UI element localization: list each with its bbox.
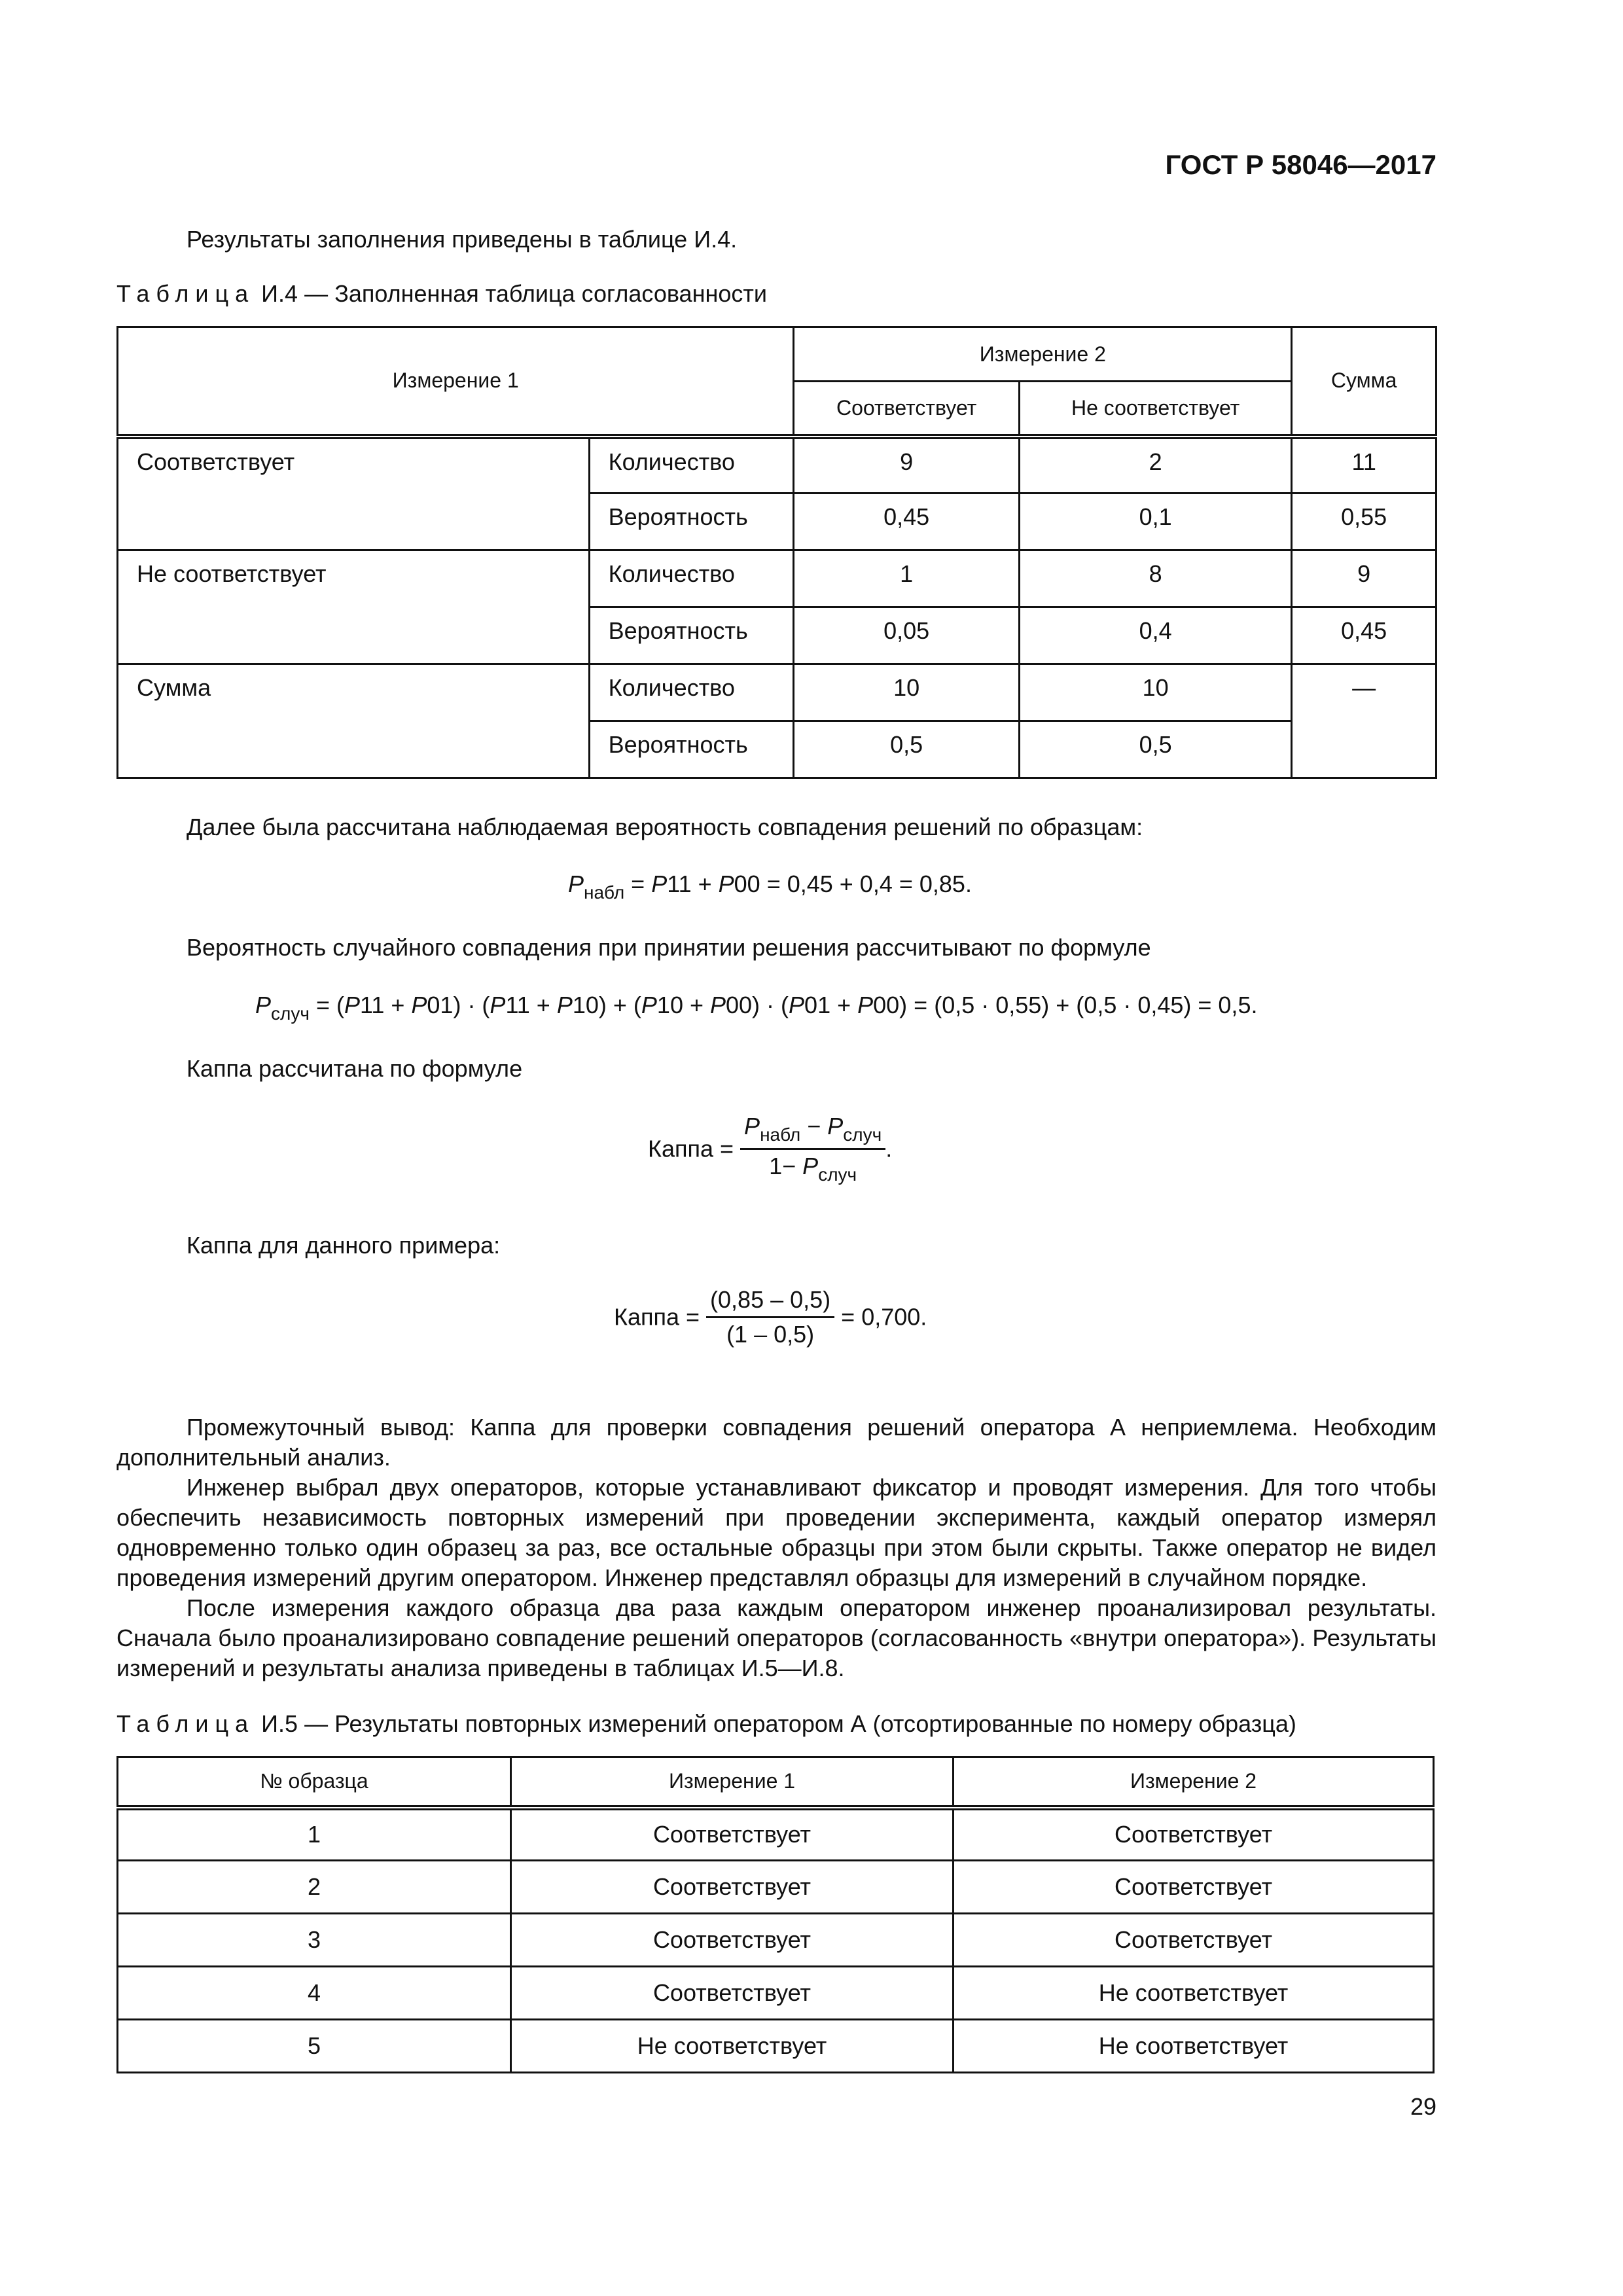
table-row [118,664,1436,721]
measure1-value: Не соответствует [510,2020,953,2073]
table-row [118,1914,1434,1967]
cell-sum: 9 [1292,550,1436,607]
cell-value: 9 [794,437,1020,493]
measure2-value: Не соответствует [954,1967,1434,2020]
header-measure1: Измерение 1 [118,327,794,437]
sample-number: 5 [118,2020,511,2073]
header-sample: № образца [118,1757,511,1808]
table-row [118,1861,1434,1914]
table4-caption-prefix: Таблица [116,280,255,307]
sample-number: 2 [118,1861,511,1914]
sample-number: 1 [118,1808,511,1861]
cell-value: 8 [1019,550,1291,607]
group-label: Соответствует [118,437,590,550]
measure2-value: Соответствует [954,1861,1434,1914]
cell-sum: — [1292,664,1436,778]
cell-value: 1 [794,550,1020,607]
paragraph-engineer: Инженер выбрал двух операторов, которые устанавливают фиксатор и проводят измерения. Для того чтобы обеспечить независимость повторных измерений при проведении эксперимента, каждый оператор измерял одновременно только один образец за раз, все остальные образцы при этом были скрыты. Также оператор не видел проведения измерений другим оператором. Инженер представлял образцы для измерений в случайном порядке. [116,1474,1436,1591]
kind-label: Вероятность [589,607,794,664]
table-row [118,1967,1434,2020]
cell-sum: 11 [1292,437,1436,493]
kind-label: Количество [589,437,794,493]
measure1-value: Соответствует [510,1967,953,2020]
table-row [118,1808,1434,1861]
measure1-value: Соответствует [510,1808,953,1861]
table5-caption-prefix: Таблица [116,1710,255,1737]
header-sum: Сумма [1292,327,1436,437]
header-measure1: Измерение 1 [510,1757,953,1808]
cell-value: 2 [1019,437,1291,493]
text-kappa-formula: Каппа рассчитана по формуле [187,1055,523,1082]
table4-caption [116,280,767,308]
formula-kappa-example: Каппа = $\frac{(0,85 - 0,5)}{(1 - 0,5)}$ = 0,700. [614,1286,927,1348]
page-number: 29 [1410,2093,1436,2120]
cell-sum: 0,55 [1292,493,1436,550]
table5-caption [116,1710,1296,1738]
table-row [118,437,1436,493]
cell-value: 0,1 [1019,493,1291,550]
kind-label: Вероятность [589,721,794,778]
cell-value: 0,05 [794,607,1020,664]
intro-text: Результаты заполнения приведены в таблице И.4. [187,226,738,253]
header-match: Соответствует [794,382,1020,437]
group-label: Сумма [118,664,590,778]
table-row [118,2020,1434,2073]
cell-value: 0,5 [794,721,1020,778]
header-nomatch: Не соответствует [1019,382,1291,437]
cell-value: 10 [1019,664,1291,721]
measure1-value: Соответствует [510,1861,953,1914]
kind-label: Количество [589,664,794,721]
group-label: Не соответствует [118,550,590,664]
cell-value: 10 [794,664,1020,721]
table-5 [116,1756,1435,2073]
table5-caption-text: И.5 — Результаты повторных измерений оператором А (отсортированные по номеру образца) [261,1710,1296,1737]
cell-value: 0,45 [794,493,1020,550]
sample-number: 3 [118,1914,511,1967]
formula-random: $P_{случ} = (P11 + P01) \cdot (P11 + P10) + (P10 + P00) \cdot (P01 + P00) = (0,5 \cdot 0,55) + (0,5 \cdot 0,45) = 0,5$. [255,992,1258,1024]
formula-observed: $P_{набл} = P11 + P00 = 0,45 + 0,4 = 0,85$. [568,870,972,903]
cell-value: 0,4 [1019,607,1291,664]
formula-kappa: Каппа = $\frac{P_{набл} - P_{случ}}{1- P_{случ}}$ . [648,1113,893,1185]
document-header: ГОСТ Р 58046—2017 [1165,149,1436,180]
kind-label: Количество [589,550,794,607]
header-measure2: Измерение 2 [794,327,1292,382]
cell-value: 0,5 [1019,721,1291,778]
measure2-value: Соответствует [954,1808,1434,1861]
header-measure2: Измерение 2 [954,1757,1434,1808]
paragraph-interim: Промежуточный вывод: Каппа для проверки совпадения решений оператора А неприемлема. Необходим дополнительный анализ. [116,1414,1436,1471]
sample-number: 4 [118,1967,511,2020]
text-kappa-example: Каппа для данного примера: [187,1232,501,1259]
text-random: Вероятность случайного совпадения при принятии решения рассчитывают по формуле [187,934,1151,961]
cell-sum: 0,45 [1292,607,1436,664]
table-row [118,550,1436,607]
text-observed: Далее была рассчитана наблюдаемая вероятность совпадения решений по образцам: [187,814,1143,840]
paragraph-analysis: После измерения каждого образца два раза каждым оператором инженер проанализировал результаты. Сначала было проанализировано совпадение решений операторов (согласованность «внутри оператора»). Результаты измерений и результаты анализа приведены в таблицах И.5—И.8. [116,1594,1436,1681]
measure1-value: Соответствует [510,1914,953,1967]
measure2-value: Не соответствует [954,2020,1434,2073]
kappa-fraction: $\frac{P_{набл} - P_{случ}}{1- P_{случ}}$ [740,1113,885,1185]
kind-label: Вероятность [589,493,794,550]
kappa-example-fraction: $\frac{(0,85 - 0,5)}{(1 - 0,5)}$ [706,1286,834,1348]
table4-caption-text: И.4 — Заполненная таблица согласованности [261,280,767,307]
measure2-value: Соответствует [954,1914,1434,1967]
table-4 [116,326,1437,779]
